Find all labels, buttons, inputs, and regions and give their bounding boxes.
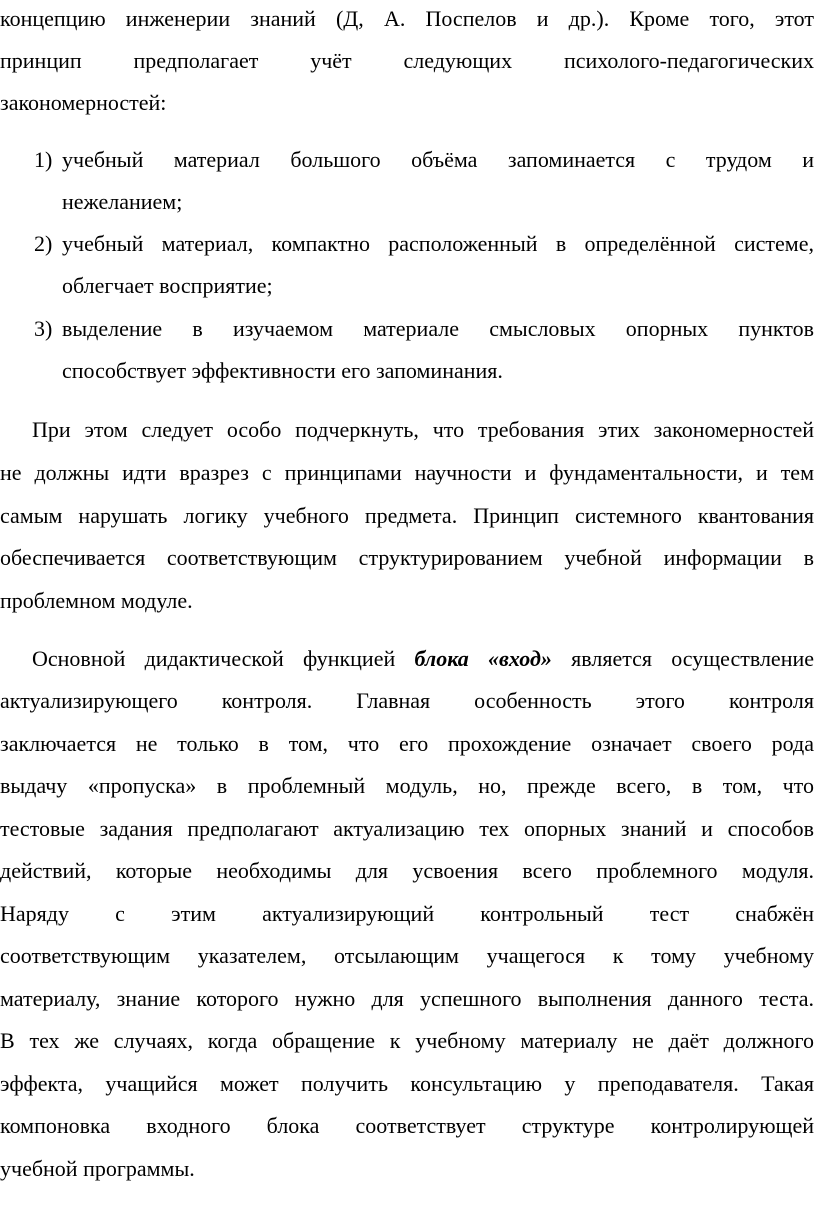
- paragraph-2-line-3: самым нарушать логику учебного предмета. Принцип системного квантования: [0, 503, 814, 528]
- paragraph-3-line-8: соответствующим указателем, отсылающим учащегося к тому учебному: [0, 943, 814, 968]
- paragraph-3-line-9: материалу, знание которого нужно для успешного выполнения данного теста.: [0, 986, 814, 1011]
- list-item-3-line-1: выделение в изучаемом материале смысловых опорных пунктов: [62, 316, 814, 341]
- paragraph-3-line-5: тестовые задания предполагают актуализацию тех опорных знаний и способов: [0, 816, 814, 841]
- paragraph-2-line-5: проблемном модуле.: [0, 588, 193, 613]
- paragraph-2-line-1: При этом следует особо подчеркнуть, что требования этих закономерностей: [32, 417, 814, 442]
- list-item-2-line-1: учебный материал, компактно расположенный в определённой системе,: [62, 231, 814, 256]
- paragraph-3-line-4: выдачу «пропуска» в проблемный модуль, но, прежде всего, в том, что: [0, 773, 814, 798]
- block-entry-emphasis: блока «вход»: [414, 646, 552, 671]
- paragraph-2-line-4: обеспечивается соответствующим структурированием учебной информации в: [0, 545, 814, 570]
- paragraph-3-line-1-post: является осуществление: [571, 646, 815, 671]
- list-item-2-number: 2): [34, 231, 53, 256]
- paragraph-3-line-2: актуализирующего контроля. Главная особенность этого контроля: [0, 688, 814, 713]
- paragraph-2-line-2: не должны идти вразрез с принципами научности и фундаментальности, и тем: [0, 460, 814, 485]
- paragraph-3-line-7: Наряду с этим актуализирующий контрольный тест снабжён: [0, 901, 814, 926]
- list-item-3-line-2: способствует эффективности его запоминания.: [62, 358, 503, 383]
- list-item-1-number: 1): [34, 147, 53, 172]
- paragraph-3-line-12: компоновка входного блока соответствует структуре контролирующей: [0, 1113, 814, 1138]
- paragraph-3-line-1: [32, 648, 814, 670]
- paragraph-1-line-1: концепцию инженерии знаний (Д, А. Поспелов и др.). Кроме того, этот: [0, 6, 814, 31]
- paragraph-1-line-3: закономерностей:: [0, 90, 167, 115]
- list-item-1-line-1: учебный материал большого объёма запоминается с трудом и: [62, 147, 814, 172]
- paragraph-3-line-1-pre: Основной дидактической функцией: [32, 646, 396, 671]
- list-item-2-line-2: облегчает восприятие;: [62, 273, 273, 298]
- list-item-1-line-2: нежеланием;: [62, 189, 183, 214]
- paragraph-3-line-6: действий, которые необходимы для усвоения всего проблемного модуля.: [0, 858, 814, 883]
- paragraph-3-line-3: заключается не только в том, что его прохождение означает своего рода: [0, 731, 814, 756]
- list-item-3-number: 3): [34, 316, 53, 341]
- paragraph-3-line-13: учебной программы.: [0, 1156, 195, 1181]
- paragraph-3-line-11: эффекта, учащийся может получить консультацию у преподавателя. Такая: [0, 1071, 814, 1096]
- paragraph-3-line-10: В тех же случаях, когда обращение к учебному материалу не даёт должного: [0, 1028, 814, 1053]
- paragraph-1-line-2: принцип предполагает учёт следующих психолого-педагогических: [0, 48, 814, 73]
